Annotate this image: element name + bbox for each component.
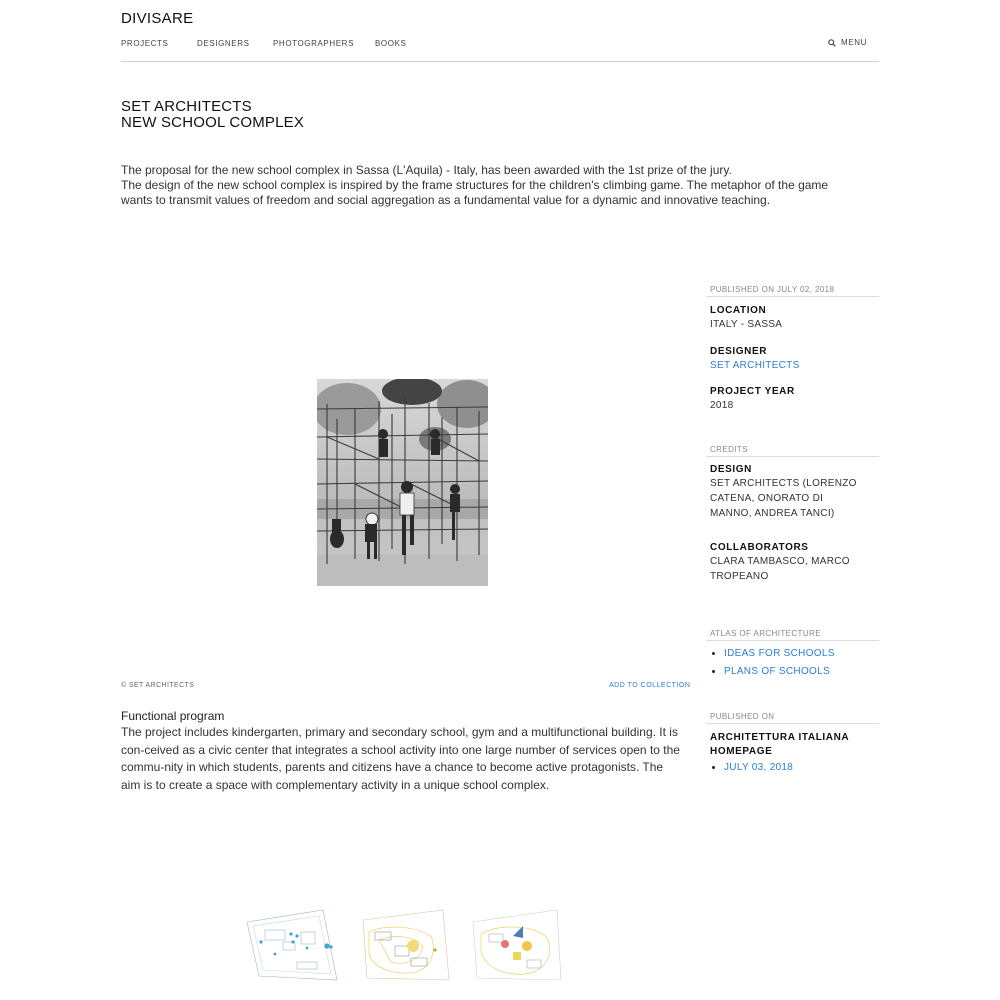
location-label: LOCATION	[710, 305, 767, 316]
atlas-list	[710, 645, 878, 681]
nav-books[interactable]: BOOKS	[375, 39, 407, 48]
atlas-label: ATLAS OF ARCHITECTURE	[710, 629, 821, 638]
page-title	[121, 99, 304, 131]
collaborators-value: CLARA TAMBASCO, MARCO TROPEANO	[710, 556, 850, 582]
intro-text	[121, 163, 861, 208]
design-value: SET ARCHITECTS (LORENZO CATENA, ONORATO DI MANNO, ANDREA TANCI)	[710, 478, 857, 519]
plan-drawing-1	[247, 910, 337, 980]
menu-label: MENU	[841, 38, 867, 47]
sidebar-divider	[706, 456, 879, 457]
intro-paragraph-2: The design of the new school complex is inspired by the frame structures for the children's climbing game. The metaphor of the game wants to transmit values of freedom and social aggregation as a fundamental value for a dynamic and innovative teaching.	[121, 178, 829, 207]
designer-label: DESIGNER	[710, 346, 768, 357]
sidebar-divider	[706, 640, 879, 641]
add-to-collection-link[interactable]: ADD TO COLLECTION	[609, 682, 691, 689]
nav-projects[interactable]: PROJECTS	[121, 39, 169, 48]
menu-button[interactable]	[828, 38, 867, 47]
project-year-value: 2018	[710, 400, 734, 411]
publisher-list	[710, 759, 878, 777]
publisher-name: ARCHITETTURA ITALIANA HOMEPAGE	[710, 732, 849, 757]
photo-copyright: © SET ARCHITECTS	[121, 682, 195, 689]
project-year-label: PROJECT YEAR	[710, 386, 795, 397]
sidebar-divider	[706, 723, 879, 724]
published-on-label: PUBLISHED ON	[710, 712, 775, 721]
published-date: PUBLISHED ON JULY 02, 2018	[710, 285, 835, 294]
designer-link[interactable]: SET ARCHITECTS	[710, 360, 800, 371]
site-logo[interactable]: DIVISARE	[121, 10, 194, 27]
title-project: NEW SCHOOL COMPLEX	[121, 114, 305, 131]
atlas-item-ideas[interactable]: • IDEAS FOR SCHOOLS	[724, 645, 878, 663]
title-designer: SET ARCHITECTS	[121, 98, 252, 115]
project-photo[interactable]	[317, 379, 488, 586]
credits-label: CREDITS	[710, 445, 748, 454]
location-value: ITALY - SASSA	[710, 319, 783, 330]
design-label: DESIGN	[710, 464, 752, 475]
section-body: The project includes kindergarten, primary and secondary school, gym and a multifunctional building. It is con-ceived as a civic center that integrates a school activity into one large number of services open to the commu-nity in which students, parents and citizens have a chance to become active protagonists. The aim is to create a space with complementary activity in a unique school complex.	[121, 725, 680, 792]
section-heading: Functional program	[121, 709, 225, 723]
search-icon[interactable]	[828, 39, 836, 47]
header-divider	[121, 61, 879, 62]
nav-designers[interactable]: DESIGNERS	[197, 39, 250, 48]
nav-photographers[interactable]: PHOTOGRAPHERS	[273, 39, 354, 48]
plan-diagrams[interactable]	[245, 906, 565, 986]
sidebar-divider	[706, 296, 879, 297]
publisher-date-link[interactable]: • JULY 03, 2018	[724, 759, 878, 777]
plan-drawing-2	[363, 910, 449, 980]
intro-paragraph-1: The proposal for the new school complex in Sassa (L'Aquila) - Italy, has been awarded with the 1st prize of the jury.	[121, 163, 732, 177]
atlas-item-plans[interactable]: • PLANS OF SCHOOLS	[724, 663, 878, 681]
plan-drawing-3	[473, 910, 561, 980]
collaborators-label: COLLABORATORS	[710, 542, 809, 553]
